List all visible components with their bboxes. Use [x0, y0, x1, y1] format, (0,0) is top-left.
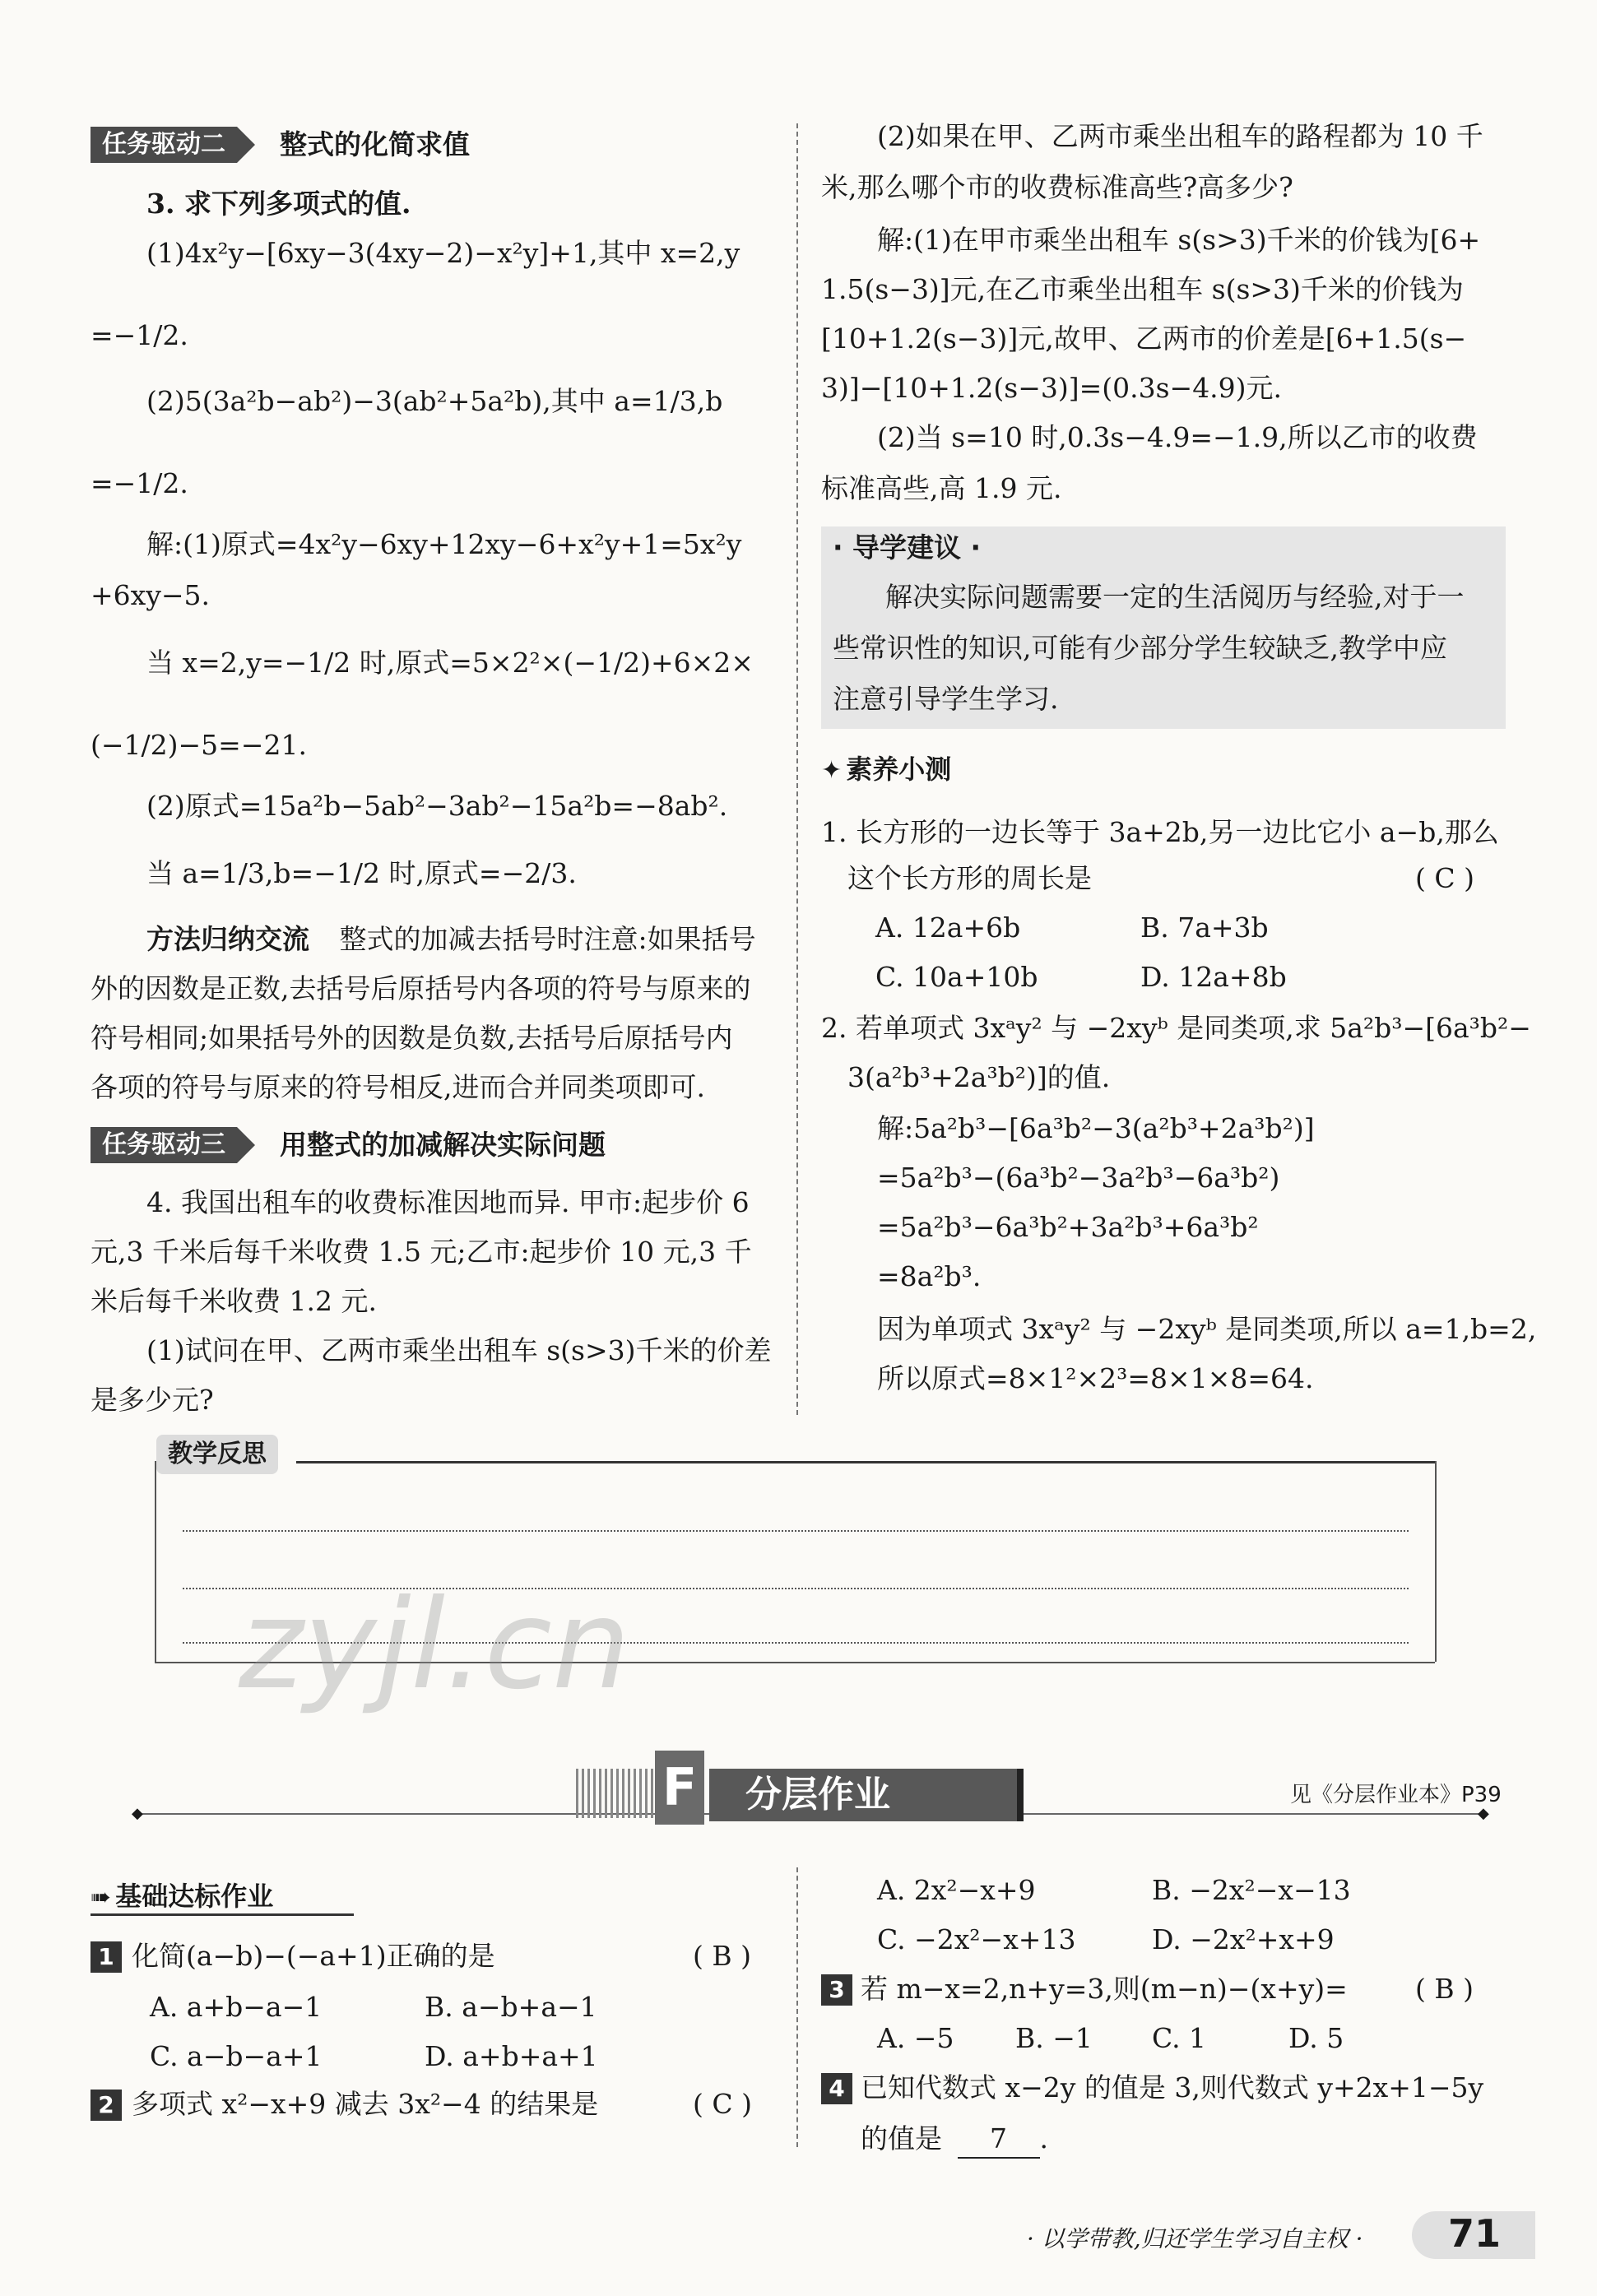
reflection-line-1[interactable]	[183, 1530, 1409, 1532]
hw2-answer: ( C )	[693, 2088, 752, 2120]
homework-banner: 分层作业	[745, 1774, 890, 1816]
q4-solution-line3: [10+1.2(s−3)]元,故甲、乙两市的价差是[6+1.5(s−	[821, 322, 1467, 355]
quiz2-solution-line3: =5a²b³−6a³b²+3a²b³+6a³b²	[877, 1211, 1259, 1243]
hw4-question-line2	[861, 2121, 1048, 2159]
quiz1-option-c: C. 10a+10b	[875, 961, 1038, 993]
task2-title: 整式的化简求值	[280, 128, 470, 160]
q3-solution-line5: (2)原式=15a²b−5ab²−3ab²−15a²b=−8ab².	[146, 790, 728, 822]
q4-line5: 是多少元?	[91, 1384, 214, 1416]
quiz2-solution-line4: =8a²b³.	[877, 1260, 982, 1292]
quiz2-solution-line6: 所以原式=8×1²×2³=8×1×8=64.	[877, 1362, 1314, 1394]
quiz2-solution-line1: 解:5a²b³−[6a³b²−3(a²b³+2a³b²)]	[877, 1112, 1315, 1144]
quiz2-solution-line5: 因为单项式 3xᵃy² 与 −2xyᵇ 是同类项,所以 a=1,b=2,	[877, 1313, 1537, 1345]
hw1-answer: ( B )	[693, 1940, 751, 1972]
quiz2-solution-line2: =5a²b³−(6a³b²−3a²b³−6a³b²)	[877, 1162, 1280, 1194]
quiz1-answer: ( C )	[1415, 862, 1474, 894]
basic-homework-underline	[91, 1913, 354, 1916]
watermark-text: zyjl.cn	[239, 1574, 631, 1717]
homework-reference[interactable]: 见《分层作业本》P39	[1290, 1783, 1502, 1807]
guide-line1: 解决实际问题需要一定的生活阅历与经验,对于一	[885, 581, 1465, 613]
quiz-title: 素养小测	[846, 754, 952, 785]
diamond-icon: ✦	[821, 756, 843, 785]
hw2-question: 多项式 x²−x+9 减去 3x²−4 的结果是	[132, 2088, 599, 2120]
hw4-period: .	[1039, 2122, 1048, 2155]
basic-homework-title: 基础达标作业	[115, 1881, 274, 1912]
footer-motto: · 以学带教,归还学生学习自主权 ·	[1027, 2225, 1363, 2252]
method-label: 方法归纳交流	[146, 923, 309, 955]
banner-edge	[1017, 1769, 1024, 1821]
hw3-number: 3	[821, 1974, 852, 2006]
method-summary	[146, 921, 756, 958]
guide-title: · 导学建议 ·	[833, 531, 982, 564]
quiz1-option-b: B. 7a+3b	[1140, 911, 1269, 944]
q3-solution-line3: 当 x=2,y=−1/2 时,原式=5×2²×(−1/2)+6×2×	[146, 647, 754, 679]
hw3-question: 若 m−x=2,n+y=3,则(m−n)−(x+y)=	[861, 1973, 1348, 2005]
q3-solution-line6: 当 a=1/3,b=−1/2 时,原式=−2/3.	[146, 857, 577, 889]
hw3-answer: ( B )	[1415, 1973, 1474, 2005]
reflection-label: 教学反思	[156, 1435, 278, 1474]
hw1-option-d: D. a+b+a+1	[425, 2040, 598, 2072]
q4-solution-line5: (2)当 s=10 时,0.3s−4.9=−1.9,所以乙市的收费	[877, 421, 1478, 453]
q4-line2: 元,3 千米后每千米收费 1.5 元;乙市:起步价 10 元,3 千	[91, 1236, 752, 1268]
hw3-option-d: D. 5	[1288, 2022, 1344, 2054]
q4-line3: 米后每千米收费 1.2 元.	[91, 1285, 377, 1317]
hw2-number: 2	[91, 2090, 122, 2121]
q4b-line1: (2)如果在甲、乙两市乘坐出租车的路程都为 10 千	[877, 120, 1483, 152]
hw4-question: 已知代数式 x−2y 的值是 3,则代数式 y+2x+1−5y	[861, 2071, 1484, 2104]
hw4-question-text2: 的值是	[861, 2122, 942, 2155]
banner-stripes	[576, 1769, 658, 1818]
q3-solution-line2: +6xy−5.	[91, 579, 211, 611]
rule-right-diamond-icon: ◆	[1478, 1805, 1489, 1822]
task3-tag: 任务驱动三	[91, 1127, 237, 1163]
quiz2-line2: 3(a²b³+2a³b²)]的值.	[847, 1061, 1111, 1093]
quiz1-option-a: A. 12a+6b	[875, 911, 1021, 944]
hw3-option-a: A. −5	[877, 2022, 954, 2054]
hw2-option-b: B. −2x²−x−13	[1152, 1874, 1351, 1906]
guide-line3: 注意引导学生学习.	[833, 683, 1059, 715]
reflection-right-rule	[1435, 1461, 1437, 1662]
q3-part2-line1: (2)5(3a²b−ab²)−3(ab²+5a²b),其中 a=1/3,b	[146, 385, 723, 417]
q4b-line2: 米,那么哪个市的收费标准高些?高多少?	[821, 171, 1293, 203]
banner-f-icon: F	[655, 1751, 704, 1825]
task2-tag: 任务驱动二	[91, 127, 237, 163]
q3-title: 3. 求下列多项式的值.	[146, 188, 411, 220]
q3-solution-line4: (−1/2)−5=−21.	[91, 729, 307, 761]
guide-line2: 些常识性的知识,可能有少部分学生较缺乏,教学中应	[833, 632, 1447, 664]
hw2-option-c: C. −2x²−x+13	[877, 1923, 1076, 1955]
q3-part1-line2: =−1/2.	[91, 319, 188, 351]
method-line3: 符号相同;如果括号外的因数是负数,去括号后原括号内	[91, 1022, 733, 1054]
q3-part2-line2: =−1/2.	[91, 467, 188, 499]
quiz1-line2: 这个长方形的周长是	[847, 862, 1092, 894]
homework-divider	[796, 1867, 798, 2147]
quiz-header	[821, 749, 951, 786]
q4-line4: (1)试问在甲、乙两市乘坐出租车 s(s>3)千米的价差	[146, 1334, 772, 1366]
hw4-number: 4	[821, 2073, 852, 2104]
page-number: 71	[1448, 2211, 1502, 2256]
rule-left-diamond-icon: ◆	[132, 1805, 143, 1822]
hw1-option-b: B. a−b+a−1	[425, 1991, 597, 2023]
column-divider	[796, 123, 798, 1415]
hw1-option-a: A. a+b−a−1	[150, 1991, 323, 2023]
quiz1-line1: 1. 长方形的一边长等于 3a+2b,另一边比它小 a−b,那么	[821, 816, 1499, 848]
hw1-question: 化简(a−b)−(−a+1)正确的是	[132, 1940, 495, 1972]
method-line4: 各项的符号与原来的符号相反,进而合并同类项即可.	[91, 1071, 705, 1103]
q4-solution-line4: 3)]−[10+1.2(s−3)]=(0.3s−4.9)元.	[821, 372, 1283, 404]
task3-title: 用整式的加减解决实际问题	[280, 1129, 606, 1161]
hw3-option-b: B. −1	[1015, 2022, 1093, 2054]
q4-solution-line6: 标准高些,高 1.9 元.	[821, 472, 1062, 504]
basic-homework-header	[91, 1876, 273, 1913]
quiz2-line1: 2. 若单项式 3xᵃy² 与 −2xyᵇ 是同类项,求 5a²b³−[6a³b²−	[821, 1012, 1531, 1044]
reflection-top-rule	[296, 1461, 1435, 1463]
hw4-answer-blank[interactable]: 7	[958, 2121, 1040, 2159]
quiz1-option-d: D. 12a+8b	[1140, 961, 1287, 993]
q4-solution-line1: 解:(1)在甲市乘坐出租车 s(s>3)千米的价钱为[6+	[877, 224, 1481, 256]
hw1-option-c: C. a−b−a+1	[150, 2040, 323, 2072]
hw1-number: 1	[91, 1941, 122, 1973]
method-line2: 外的因数是正数,去括号后原括号内各项的符号与原来的	[91, 972, 751, 1004]
arrow-icon: ➠	[91, 1883, 112, 1912]
q4-line1: 4. 我国出租车的收费标准因地而异. 甲市:起步价 6	[146, 1186, 750, 1218]
method-line1: 整式的加减去括号时注意:如果括号	[339, 923, 756, 955]
q4-solution-line2: 1.5(s−3)]元,在乙市乘坐出租车 s(s>3)千米的价钱为	[821, 273, 1464, 305]
reflection-left-rule	[155, 1461, 156, 1662]
q3-solution-line1: 解:(1)原式=4x²y−6xy+12xy−6+x²y+1=5x²y	[146, 528, 742, 560]
hw2-option-d: D. −2x²+x+9	[1152, 1923, 1335, 1955]
q3-part1-line1: (1)4x²y−[6xy−3(4xy−2)−x²y]+1,其中 x=2,y	[146, 237, 740, 269]
hw2-option-a: A. 2x²−x+9	[877, 1874, 1036, 1906]
hw3-option-c: C. 1	[1152, 2022, 1207, 2054]
